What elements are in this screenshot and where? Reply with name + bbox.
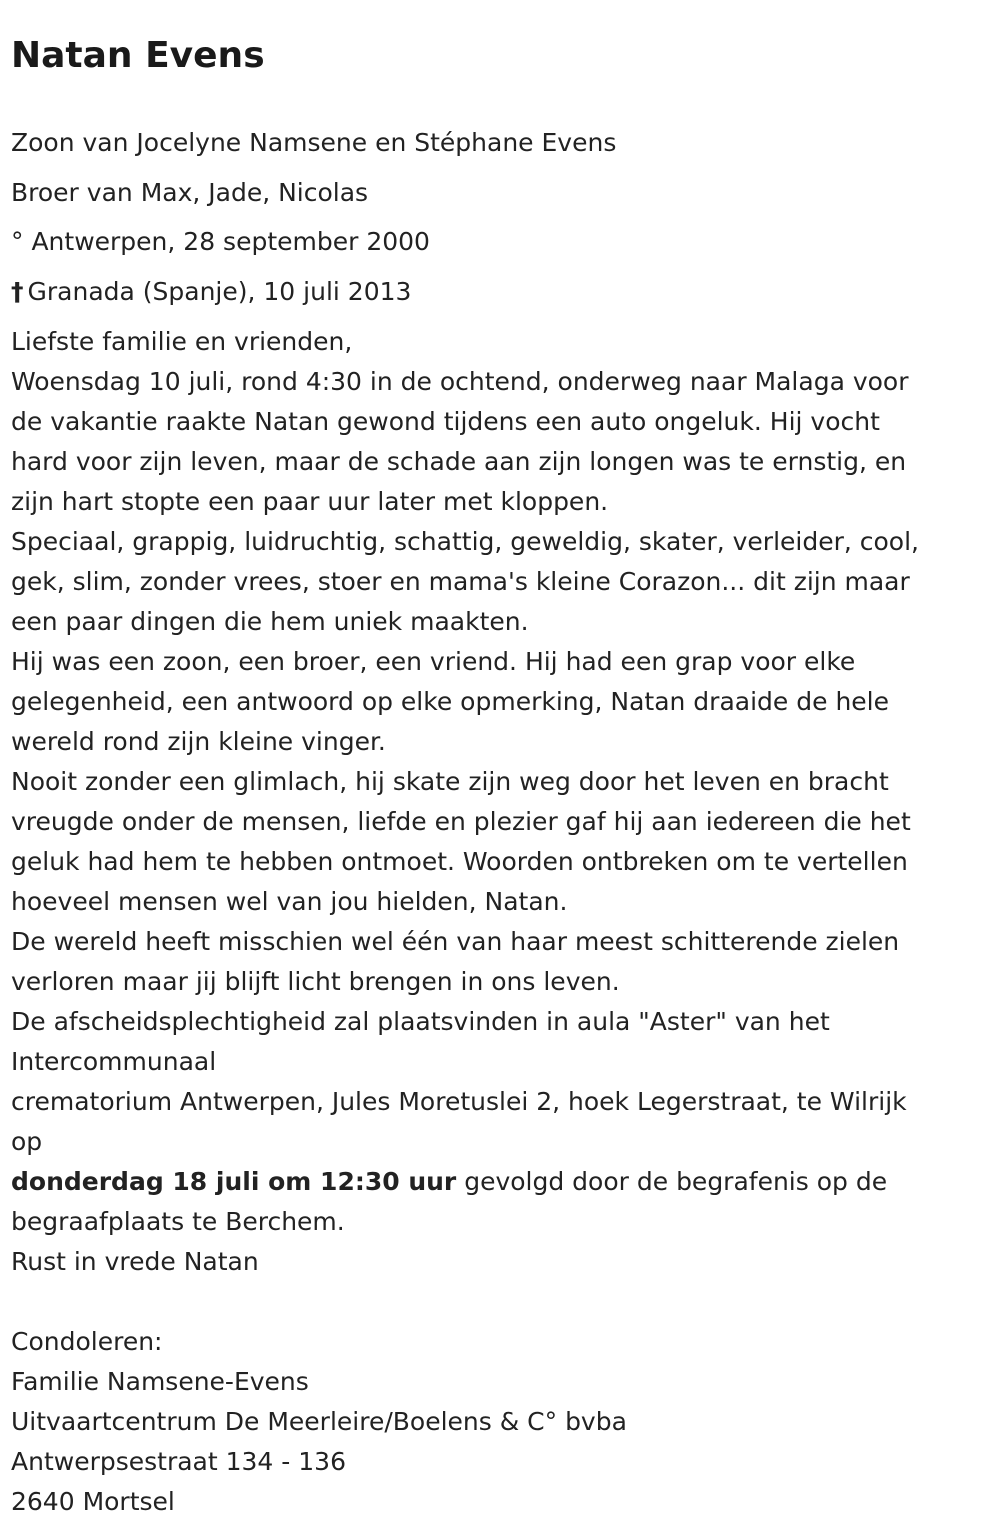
- condolences-line: Familie Namsene-Evens: [11, 1367, 309, 1396]
- message-line: Woensdag 10 juli, rond 4:30 in de ochtend, onderweg naar Malaga voor: [11, 367, 909, 396]
- message-line: de vakantie raakte Natan gewond tijdens een auto ongeluk. Hij vocht: [11, 407, 880, 436]
- message-line: Nooit zonder een glimlach, hij skate zijn weg door het leven en bracht: [11, 767, 889, 796]
- message-line: wereld rond zijn kleine vinger.: [11, 727, 386, 756]
- message-line: vreugde onder de mensen, liefde en plezier gaf hij aan iedereen die het: [11, 807, 911, 836]
- message-line: Speciaal, grappig, luidruchtig, schattig, geweldig, skater, verleider, cool,: [11, 527, 919, 556]
- condolences-line: Uitvaartcentrum De Meerleire/Boelens & C° bvba: [11, 1407, 627, 1436]
- cross-icon: †: [11, 277, 24, 307]
- message-line: Liefste familie en vrienden,: [11, 327, 353, 356]
- parents-line: Zoon van Jocelyne Namsene en Stéphane Evens: [11, 128, 617, 157]
- condolences-line: 2640 Mortsel: [11, 1487, 175, 1516]
- message-line: Intercommunaal: [11, 1047, 217, 1076]
- message-line: verloren maar jij blijft licht brengen in ons leven.: [11, 967, 620, 996]
- message-line: zijn hart stopte een paar uur later met kloppen.: [11, 487, 609, 516]
- condolences-heading: Condoleren:: [11, 1327, 163, 1356]
- message-line: geluk had hem te hebben ontmoet. Woorden ontbreken om te vertellen: [11, 847, 908, 876]
- message-line: gelegenheid, een antwoord op elke opmerking, Natan draaide de hele: [11, 687, 889, 716]
- message-line: crematorium Antwerpen, Jules Moretuslei 2, hoek Legerstraat, te Wilrijk: [11, 1087, 907, 1116]
- closing-line: Rust in vrede Natan: [11, 1247, 259, 1276]
- condolences-line: Antwerpsestraat 134 - 136: [11, 1447, 346, 1476]
- spacer: [11, 1282, 991, 1322]
- ceremony-date-rest: gevolgd door de begrafenis op de: [456, 1167, 888, 1196]
- message-line: De afscheidsplechtigheid zal plaatsvinden in aula "Aster" van het: [11, 1007, 830, 1036]
- message-line: hard voor zijn leven, maar de schade aan zijn longen was te ernstig, en: [11, 447, 907, 476]
- message-line: op: [11, 1127, 43, 1156]
- personal-details: [11, 123, 991, 322]
- message-line: een paar dingen die hem uniek maakten.: [11, 607, 529, 636]
- siblings-line: Broer van Max, Jade, Nicolas: [11, 177, 369, 207]
- ceremony-date-line: [11, 1162, 991, 1202]
- birth-line: ° Antwerpen, 28 september 2000: [11, 227, 430, 257]
- ceremony-place: begraafplaats te Berchem.: [11, 1207, 345, 1236]
- message-line: Hij was een zoon, een broer, een vriend. Hij had een grap voor elke: [11, 647, 856, 676]
- message-line: hoeveel mensen wel van jou hielden, Natan.: [11, 887, 568, 916]
- death-text: Granada (Spanje), 10 juli 2013: [27, 277, 412, 307]
- message-line: De wereld heeft misschien wel één van haar meest schitterende zielen: [11, 927, 900, 956]
- ceremony-date: donderdag 18 juli om 12:30 uur: [11, 1167, 457, 1196]
- page-title: Natan Evens: [11, 35, 265, 76]
- death-line: [11, 272, 991, 312]
- message-line: gek, slim, zonder vrees, stoer en mama's kleine Corazon... dit zijn maar: [11, 567, 910, 596]
- obituary-message: [11, 322, 991, 1522]
